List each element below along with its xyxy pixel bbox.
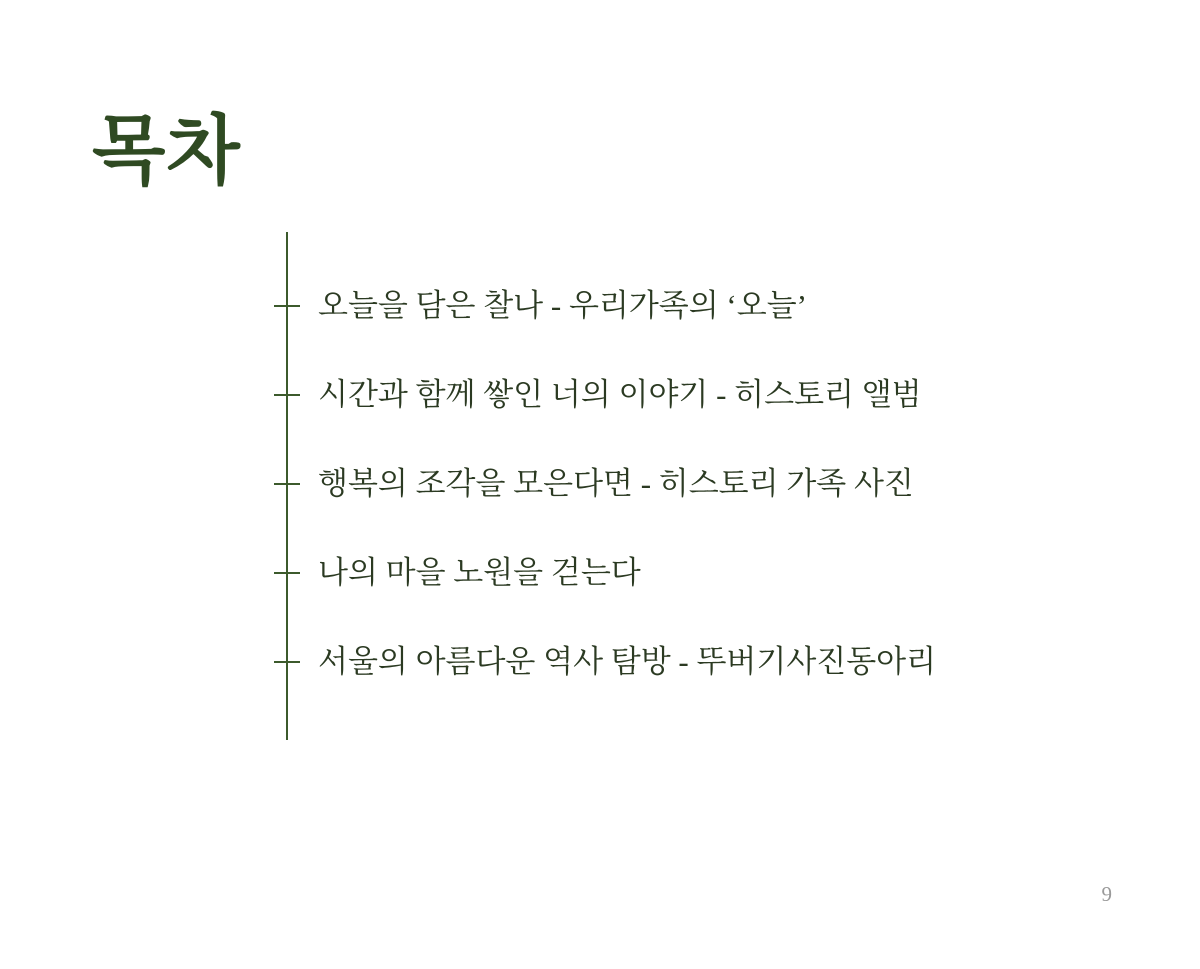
agenda-list xyxy=(286,232,1146,740)
page-title: 목차 xyxy=(92,109,241,194)
agenda-item-label: 나의 마을 노원을 걷는다 xyxy=(318,555,641,590)
bullet-tick-icon xyxy=(274,483,300,485)
agenda-item-label: 오늘을 담은 찰나 - 우리가족의 ‘오늘’ xyxy=(318,288,807,323)
agenda-item-label: 행복의 조각을 모은다면 - 히스토리 가족 사진 xyxy=(318,466,914,501)
bullet-tick-icon xyxy=(274,305,300,307)
list-item[interactable] xyxy=(274,468,914,499)
bullet-tick-icon xyxy=(274,572,300,574)
list-item[interactable] xyxy=(274,379,922,410)
list-item[interactable] xyxy=(274,557,641,588)
list-item[interactable] xyxy=(274,646,936,677)
agenda-item-label: 시간과 함께 쌓인 너의 이야기 - 히스토리 앨범 xyxy=(318,377,922,412)
list-item[interactable] xyxy=(274,290,807,321)
bullet-tick-icon xyxy=(274,661,300,663)
page-number: 9 xyxy=(1101,882,1112,906)
agenda-block xyxy=(286,232,1146,740)
bullet-tick-icon xyxy=(274,394,300,396)
agenda-item-label: 서울의 아름다운 역사 탐방 - 뚜버기사진동아리 xyxy=(318,644,937,679)
